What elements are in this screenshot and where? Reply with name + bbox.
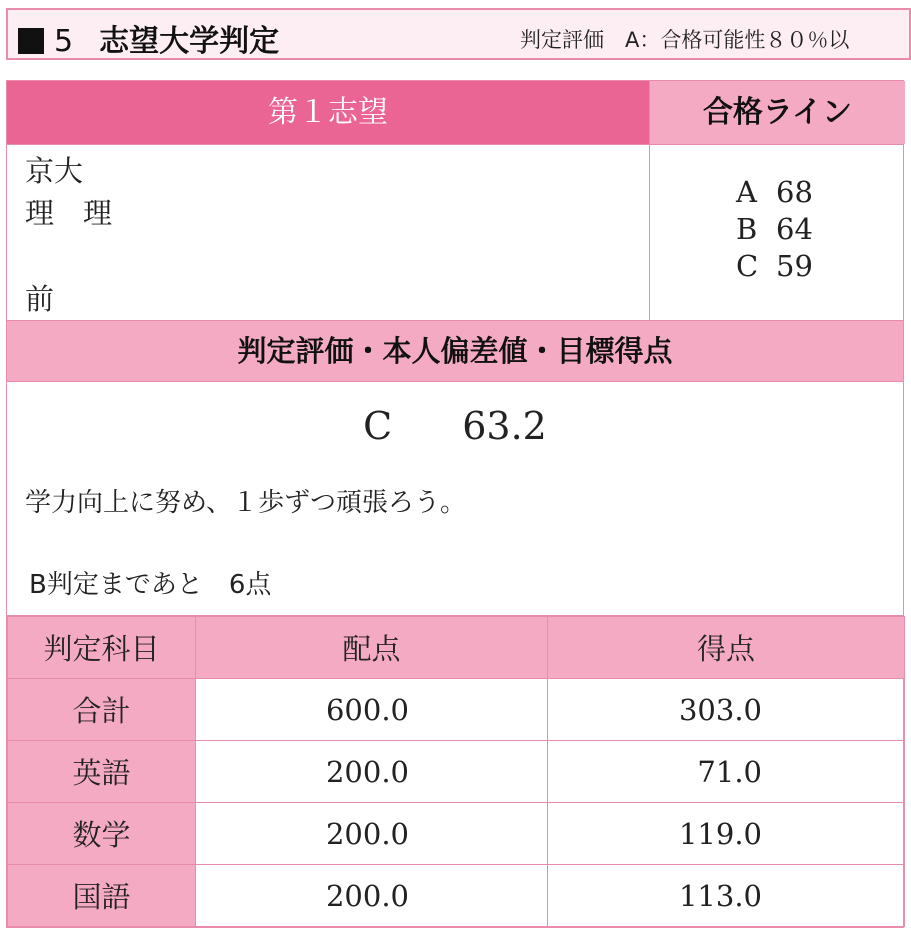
section-title-text: 志望大学判定 bbox=[99, 24, 280, 59]
subject-cell: 英語 bbox=[8, 741, 196, 803]
judgement-panel bbox=[6, 80, 904, 928]
score-cell: 71.0 bbox=[548, 741, 905, 803]
advice-message: 学力向上に努め、１歩ずつ頑張ろう。 bbox=[25, 488, 466, 518]
faculty-name: 理 理 bbox=[25, 196, 113, 230]
choice-detail-row bbox=[7, 145, 903, 321]
section-header bbox=[6, 8, 911, 60]
max-cell: 200.0 bbox=[196, 741, 548, 803]
evaluation-note: 判定評価 A：合格可能性８０％以 bbox=[520, 28, 850, 52]
evaluation-header: 判定評価・本人偏差値・目標得点 bbox=[7, 321, 903, 382]
pass-line-header: 合格ライン bbox=[649, 81, 905, 144]
column-header-score: 得点 bbox=[548, 617, 905, 679]
column-header-subject: 判定科目 bbox=[8, 617, 196, 679]
section-title bbox=[18, 16, 279, 60]
grade-and-deviation bbox=[7, 404, 903, 448]
table-header-row bbox=[8, 617, 905, 679]
section-number: 5 bbox=[54, 24, 74, 59]
pass-line-a: A 68 bbox=[736, 175, 813, 209]
subject-cell: 合計 bbox=[8, 679, 196, 741]
pass-line-c: C 59 bbox=[736, 249, 813, 283]
table-row bbox=[8, 865, 905, 927]
score-table bbox=[7, 616, 905, 927]
column-header-max: 配点 bbox=[196, 617, 548, 679]
score-cell: 119.0 bbox=[548, 803, 905, 865]
pass-line-list bbox=[649, 145, 905, 320]
choice-detail bbox=[7, 145, 649, 320]
university-name: 京大 bbox=[25, 154, 84, 188]
table-row bbox=[8, 679, 905, 741]
deviation-value: 63.2 bbox=[462, 404, 547, 448]
choice-header: 第１志望 bbox=[7, 81, 649, 144]
evaluation-grade: C bbox=[363, 404, 393, 448]
max-cell: 200.0 bbox=[196, 865, 548, 927]
table-row bbox=[8, 803, 905, 865]
pass-line-b: B 64 bbox=[736, 212, 813, 246]
points-to-next-grade: B判定まであと 6点 bbox=[29, 570, 272, 600]
square-bullet-icon bbox=[18, 28, 44, 54]
subject-cell: 数学 bbox=[8, 803, 196, 865]
table-row bbox=[8, 741, 905, 803]
subject-cell: 国語 bbox=[8, 865, 196, 927]
choice-header-row bbox=[7, 81, 903, 145]
evaluation-body bbox=[7, 382, 903, 616]
max-cell: 600.0 bbox=[196, 679, 548, 741]
max-cell: 200.0 bbox=[196, 803, 548, 865]
exam-schedule: 前 bbox=[25, 282, 55, 316]
score-cell: 303.0 bbox=[548, 679, 905, 741]
score-cell: 113.0 bbox=[548, 865, 905, 927]
